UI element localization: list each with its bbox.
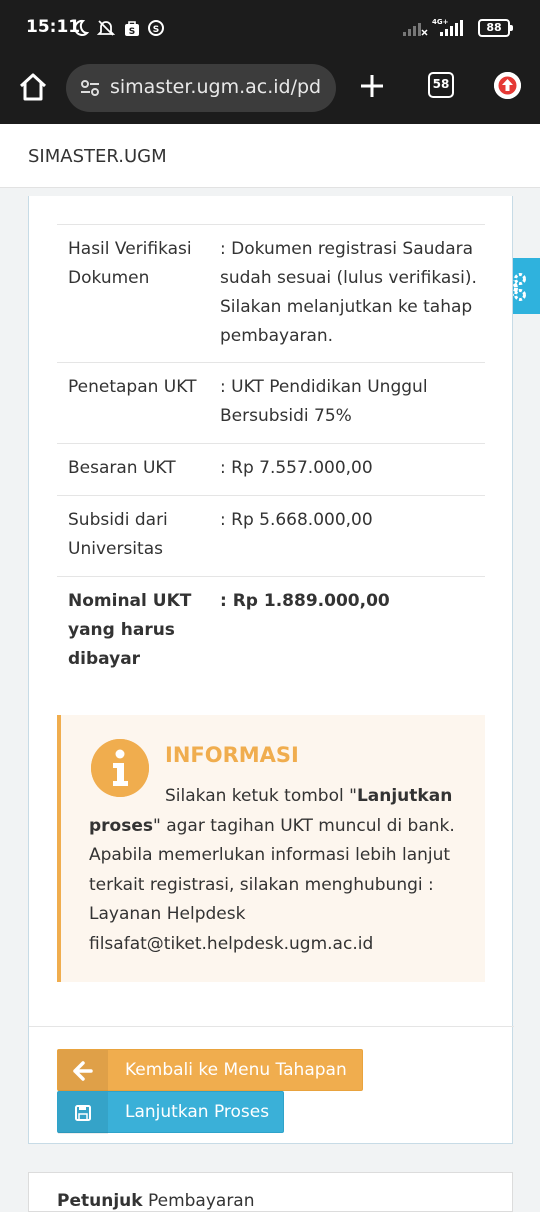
- payment-guide-title-bold: Petunjuk: [57, 1191, 143, 1211]
- table-row: [57, 362, 485, 443]
- row-label: Penetapan UKT: [68, 377, 197, 397]
- row-value: : UKT Pendidikan Unggul Bersubsidi 75%: [220, 377, 428, 426]
- info-alert: [57, 715, 485, 982]
- shopping-bag-icon: [122, 18, 142, 38]
- svg-text:S: S: [152, 25, 160, 35]
- table-row: [57, 576, 485, 686]
- table-row: [57, 224, 485, 362]
- moon-icon: [70, 18, 90, 38]
- update-icon[interactable]: [494, 72, 521, 99]
- continue-button-label: Lanjutkan Proses: [125, 1102, 270, 1122]
- continue-process-button[interactable]: [57, 1091, 284, 1133]
- url-text[interactable]: simaster.ugm.ac.id/pd: [110, 76, 322, 98]
- back-to-stages-button[interactable]: [57, 1049, 363, 1091]
- table-row: [57, 495, 485, 576]
- back-button-label: Kembali ke Menu Tahapan: [125, 1060, 347, 1080]
- registration-card: [28, 196, 513, 1144]
- table-row: [57, 443, 485, 495]
- status-bar: [0, 0, 540, 58]
- info-text-bold: Lanjutkan proses: [89, 786, 453, 836]
- row-value: : Rp 5.668.000,00: [220, 510, 373, 530]
- payment-guide-title-rest: Pembayaran: [142, 1191, 255, 1211]
- row-label: Hasil Verifikasi Dokumen: [68, 239, 192, 288]
- url-bar[interactable]: [66, 64, 336, 112]
- sync-icon: [146, 18, 166, 38]
- row-value: : Dokumen registrasi Saudara sudah sesuai (lulus verifikasi). Silakan melanjutkan ke tahap pembayaran.: [220, 239, 477, 346]
- row-label: Subsidi dari Universitas: [68, 510, 168, 559]
- payment-guide-title: [57, 1191, 255, 1211]
- info-text-end: " agar tagihan UKT muncul di bank. Apabila memerlukan informasi lebih lanjut terkait registrasi, silakan menghubungi : Layanan Helpdesk filsafat@tiket.helpdesk.ugm.ac.id: [89, 815, 455, 954]
- row-label: Nominal UKT yang harus dibayar: [68, 591, 192, 669]
- page-header: [0, 124, 540, 188]
- plus-icon[interactable]: [358, 72, 386, 100]
- signal-strong-icon: [432, 18, 466, 38]
- payment-guide-card: [28, 1172, 513, 1212]
- arrow-left-icon: [58, 1050, 108, 1092]
- divider: [29, 1026, 514, 1027]
- info-text: [89, 782, 469, 959]
- row-value: : Rp 1.889.000,00: [220, 591, 390, 611]
- tabs-icon[interactable]: 58: [428, 72, 454, 98]
- brand-title[interactable]: SIMASTER.UGM: [28, 146, 167, 167]
- save-icon: [58, 1092, 108, 1134]
- network-type: 4G+: [432, 18, 449, 26]
- battery-indicator: 88: [478, 19, 510, 37]
- svg-text:S: S: [128, 27, 136, 37]
- bell-off-icon: [96, 18, 116, 38]
- signal-weak-icon: [402, 18, 428, 38]
- tune-icon[interactable]: [80, 78, 100, 98]
- home-icon[interactable]: [16, 70, 50, 104]
- ukt-info-table: [57, 224, 485, 686]
- info-text-start: Silakan ketuk tombol ": [165, 786, 357, 806]
- info-title: INFORMASI: [165, 743, 299, 767]
- browser-toolbar: [0, 58, 540, 124]
- row-value: : Rp 7.557.000,00: [220, 458, 373, 478]
- row-label: Besaran UKT: [68, 458, 176, 478]
- status-time: 15:11: [26, 17, 81, 37]
